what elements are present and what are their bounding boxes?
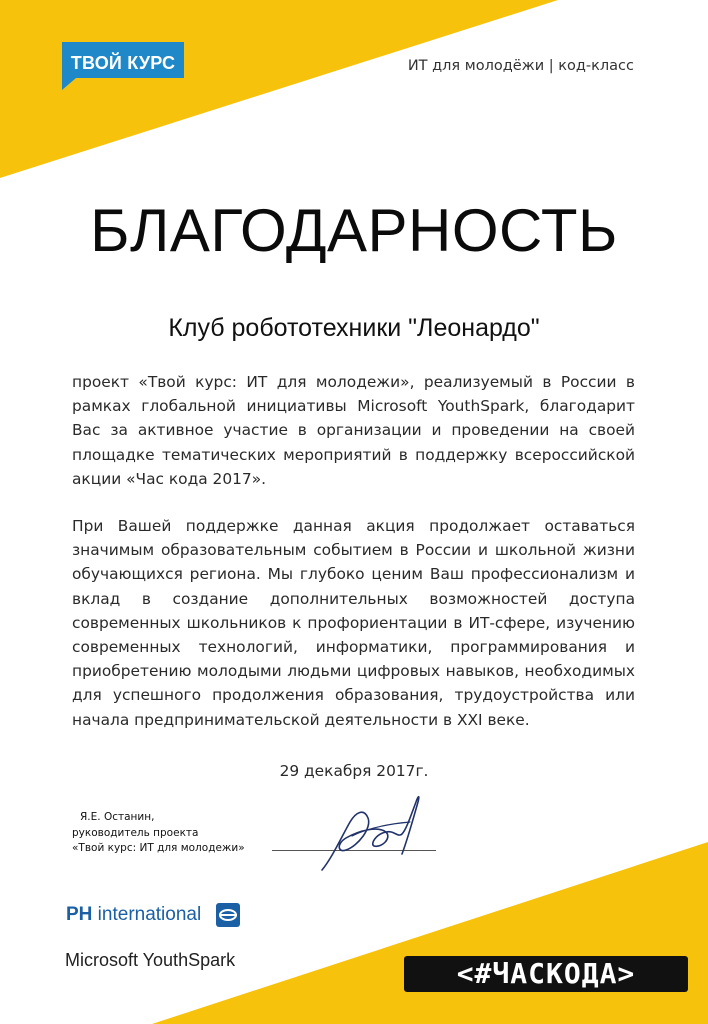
document-title: БЛАГОДАРНОСТЬ — [90, 197, 618, 264]
body-paragraph-1: проект «Твой курс: ИТ для молодежи», реализуемый в России в рамках глобальной инициативы Microsoft YouthSpark, благодарит Вас за активное участие в организации и проведении на своей площадке тематических мероприятий в поддержку всероссийской акции «Час кода 2017». — [72, 373, 635, 488]
signer-project: «Твой курс: ИТ для молодежи» — [72, 842, 245, 854]
ph-globe-icon — [216, 903, 240, 927]
ph-logo-text: international — [92, 904, 202, 925]
hour-of-code-logo — [404, 956, 688, 992]
signer-block — [72, 810, 245, 857]
ph-international-logo — [66, 904, 201, 930]
signer-name: Я.Е. Останин, — [80, 811, 155, 823]
body-paragraph-2: При Вашей поддержке данная акция продолжает оставаться значимым образовательным событием в России и школьной жизни обучающихся региона. Мы глубоко ценим Ваш профессионализм и вклад в создание дополнительных возможностей доступа современных школьников к профориентации в ИТ-сфере, изучению современных технологий, информатики, программирования и приобретению молодыми людьми цифровых навыков, необходимых для успешного продолжения образования, трудоустройства или начала предпринимательской деятельности в XXI веке. — [72, 517, 635, 729]
tvoy-kurs-logo — [62, 42, 184, 90]
handwritten-signature — [312, 788, 432, 878]
signer-position: руководитель проекта — [72, 826, 199, 839]
ph-logo-bold: PH — [66, 904, 93, 925]
header-tagline: ИТ для молодёжи | код-класс — [407, 58, 634, 74]
logo-text: ТВОЙ КУРС — [70, 53, 176, 73]
document-date: 29 декабря 2017г. — [279, 762, 429, 780]
hour-of-code-text: <#ЧАСКОДА> — [456, 957, 636, 990]
microsoft-youthspark-logo: Microsoft YouthSpark — [65, 950, 236, 970]
recipient-name: Клуб робототехники "Леонардо" — [168, 314, 540, 342]
